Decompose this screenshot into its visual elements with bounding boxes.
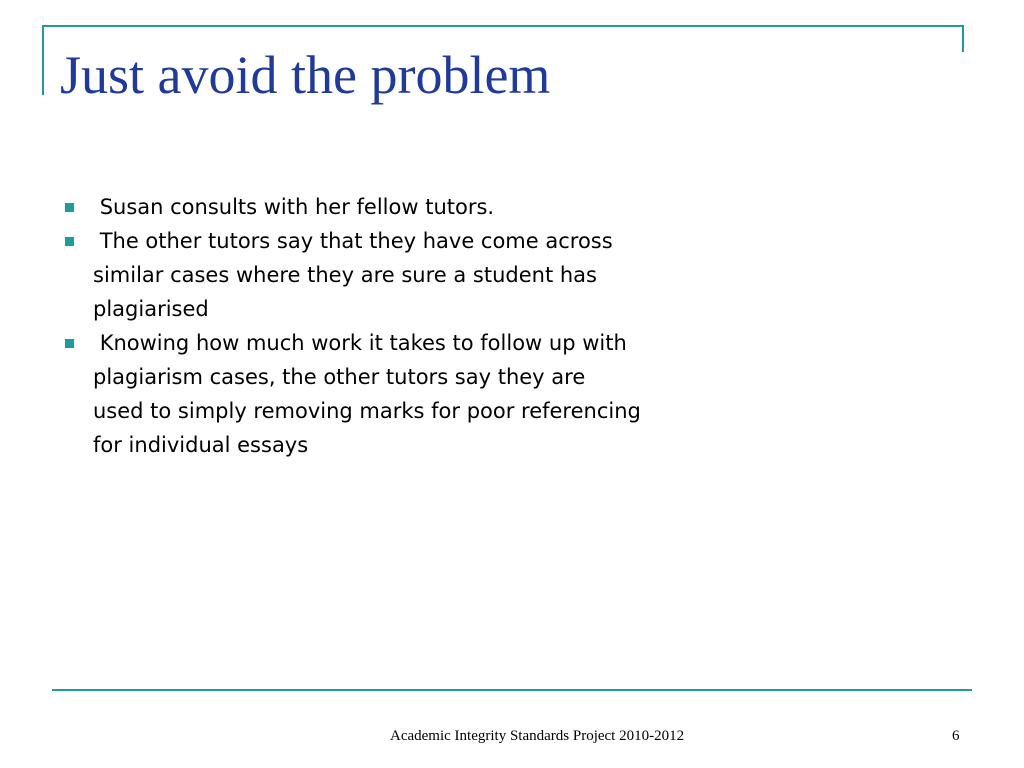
- bullet-text: Knowing how much work it takes to follow up with plagiarism cases, the other tutors say they are used to simply removing marks for poor referencing for individual essays: [93, 331, 648, 457]
- slide-title: Just avoid the problem: [60, 45, 551, 105]
- square-bullet-icon: [65, 237, 74, 246]
- frame-left-rule: [42, 25, 44, 95]
- square-bullet-icon: [65, 203, 74, 212]
- footer-rule: [52, 689, 972, 691]
- bullet-item: [62, 190, 642, 224]
- frame-right-rule: [962, 25, 964, 52]
- bullet-list: [62, 190, 648, 462]
- bullet-item: [62, 326, 648, 462]
- bullet-text: The other tutors say that they have come across similar cases where they are sure a student has plagiarised: [93, 229, 620, 321]
- page-number: 6: [952, 728, 960, 744]
- bullet-text: Susan consults with her fellow tutors.: [93, 195, 495, 219]
- square-bullet-icon: [65, 339, 74, 348]
- frame-top-rule: [42, 25, 964, 27]
- bullet-item: [62, 224, 642, 326]
- footer-text: Academic Integrity Standards Project 2010-2012: [390, 728, 685, 744]
